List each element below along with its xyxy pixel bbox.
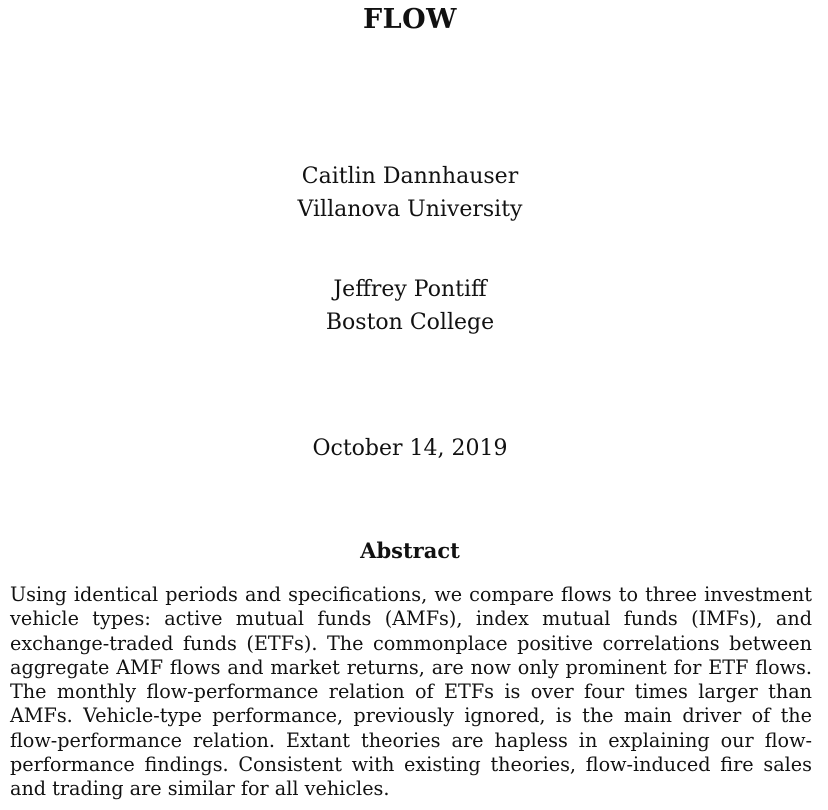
abstract-heading: Abstract [360, 538, 460, 563]
author-affiliation: Villanova University [297, 197, 523, 222]
author-block-1 [0, 160, 820, 226]
publication-date: October 14, 2019 [312, 436, 508, 461]
author-name: Jeffrey Pontiff [333, 277, 487, 302]
author-name: Caitlin Dannhauser [301, 164, 519, 189]
abstract-text: Using identical periods and specifications, we compare flows to three investment vehicle types: active mutual funds (AMFs), index mutual funds (IMFs), and exchange-traded funds (ETFs). The commonplace positive correlations between aggregate AMF flows and market returns, are now only prominent for ETF flows. The monthly flow-performance relation of ETFs is over four times larger than AMFs. Vehicle-type performance, previously ignored, is the main driver of the flow-performance relation. Extant theories are hapless in explaining our flow-performance findings. Consistent with existing theories, flow-induced fire sales and trading are similar for all vehicles. [10, 583, 812, 801]
author-block-2 [0, 273, 820, 339]
author-affiliation: Boston College [325, 310, 495, 335]
paper-title: FLOW [363, 4, 457, 35]
